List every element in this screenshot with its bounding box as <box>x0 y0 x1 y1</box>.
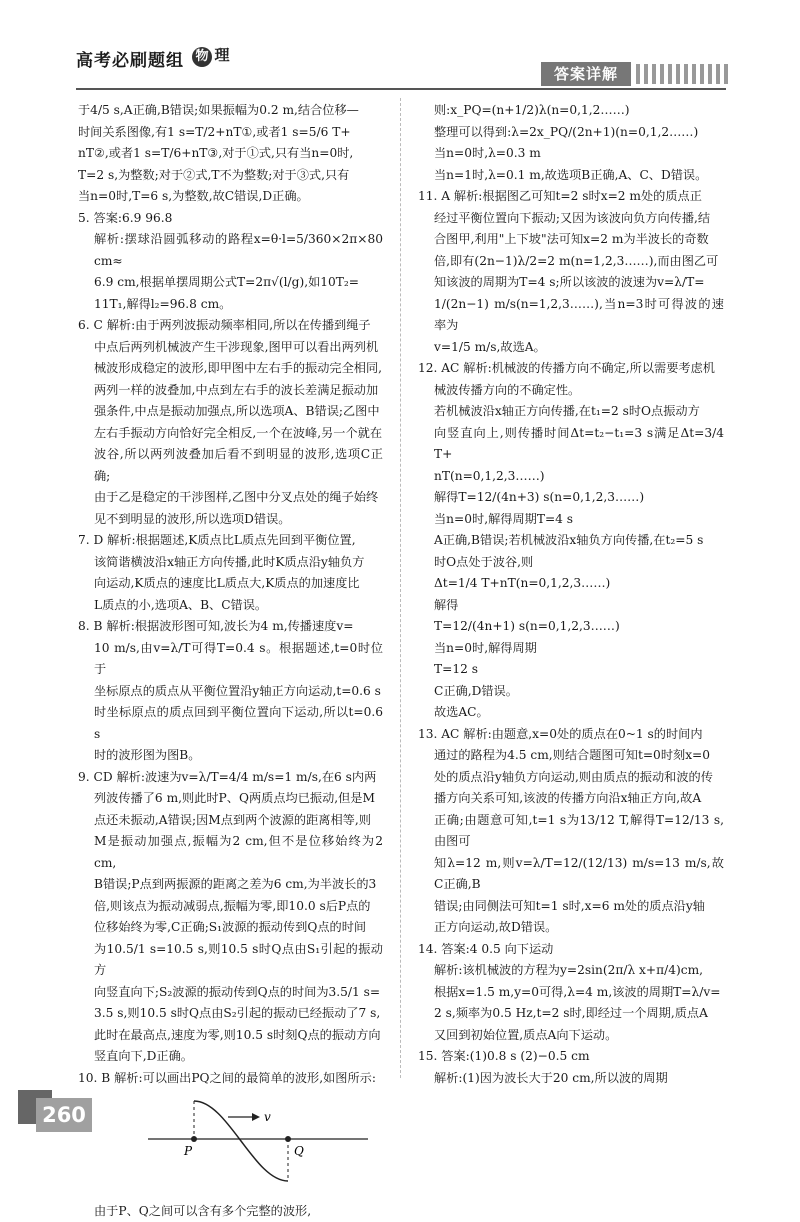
text-line: 列波传播了6 m,则此时P、Q两质点均已振动,但是M <box>78 788 383 810</box>
text-line: 倍,则该点为振动减弱点,振幅为零,即10.0 s后P点的 <box>78 896 383 918</box>
text-line: 7. D 解析:根据题述,K质点比L质点先回到平衡位置, <box>78 530 383 552</box>
text-line: 坐标原点的质点从平衡位置沿y轴正方向运动,t=0.6 s <box>78 681 383 703</box>
label-v: v <box>264 1110 271 1124</box>
text-line: 15. 答案:(1)0.8 s (2)−0.5 cm <box>418 1046 724 1068</box>
text-line: 1/(2n−1) m/s(n=1,2,3……),当n=3时可得波的速率为 <box>418 294 724 337</box>
text-line: 10. B 解析:可以画出PQ之间的最简单的波形,如图所示: <box>78 1068 383 1090</box>
text-line: 向竖直向下;S₂波源的振动传到Q点的时间为3.5/1 s= <box>78 982 383 1004</box>
text-line: nT②,或者1 s=T/6+nT③,对于①式,只有当n=0时, <box>78 143 383 165</box>
text-line: B错误;P点到两振源的距离之差为6 cm,为半波长的3 <box>78 874 383 896</box>
text-line: 故选AC。 <box>418 702 724 724</box>
text-line: 3.5 s,则10.5 s时Q点由S₂引起的振动已经振动了7 s, <box>78 1003 383 1025</box>
text-line: 9. CD 解析:波速为v=λ/T=4/4 m/s=1 m/s,在6 s内两 <box>78 767 383 789</box>
text-line: 知该波的周期为T=4 s;所以该波的波速为v=λ/T= <box>418 272 724 294</box>
label-p: P <box>183 1144 193 1158</box>
text-line: L质点的小,选项A、B、C错误。 <box>78 595 383 617</box>
text-line: 为10.5/1 s=10.5 s,则10.5 s时Q点由S₁引起的振动方 <box>78 939 383 982</box>
point-p <box>191 1136 197 1142</box>
text-line: v=1/5 m/s,故选A。 <box>418 337 724 359</box>
text-line: 强条件,中点是振动加强点,所以选项A、B错误;乙图中 <box>78 401 383 423</box>
text-line: 2 s,频率为0.5 Hz,t=2 s时,即经过一个周期,质点A <box>418 1003 724 1025</box>
book-title: 高考必刷题组 <box>76 46 184 71</box>
text-line: 该简谐横波沿x轴正方向传播,此时K质点沿y轴负方 <box>78 552 383 574</box>
text-line: T=12 s <box>418 659 724 681</box>
text-line: Δt=1/4 T+nT(n=0,1,2,3……) <box>418 573 724 595</box>
text-line: 错误;由同侧法可知t=1 s时,x=6 m处的质点沿y轴 <box>418 896 724 918</box>
text-line: 于4/5 s,A正确,B错误;如果振幅为0.2 m,结合位移— <box>78 100 383 122</box>
text-line: 时坐标原点的质点回到平衡位置向下运动,所以t=0.6 s <box>78 702 383 745</box>
text-line: C正确,D错误。 <box>418 681 724 703</box>
column-divider <box>400 98 401 1078</box>
text-line: 6. C 解析:由于两列波振动频率相同,所以在传播到绳子 <box>78 315 383 337</box>
text-line: 械波形成稳定的波形,即甲图中左右手的振动完全相同, <box>78 358 383 380</box>
text-line: 5. 答案:6.9 96.8 <box>78 208 383 230</box>
text-line: 位移始终为零,C正确;S₁波源的振动传到Q点的时间 <box>78 917 383 939</box>
text-line: 当n=0时,λ=0.3 m <box>418 143 724 165</box>
page-number: 260 <box>36 1098 92 1132</box>
header-rule <box>76 88 726 90</box>
text-line: 知λ=12 m,则v=λ/T=12/(12/13) m/s=13 m/s,故C正确,B <box>418 853 724 896</box>
text-line: 合图甲,利用"上下坡"法可知x=2 m为半波长的奇数 <box>418 229 724 251</box>
text-line: 时的波形图为图B。 <box>78 745 383 767</box>
text-line: 向运动,K质点的速度比L质点大,K质点的加速度比 <box>78 573 383 595</box>
text-line: 倍,即有(2n−1)λ/2=2 m(n=1,2,3……),而由图乙可 <box>418 251 724 273</box>
text-line: M是振动加强点,振幅为2 cm,但不是位移始终为2 cm, <box>78 831 383 874</box>
text-line: 通过的路程为4.5 cm,则结合题图可知t=0时刻x=0 <box>418 745 724 767</box>
text-line: 解析:该机械波的方程为y=2sin(2π/λ x+π/4)cm, <box>418 960 724 982</box>
text-line: 此时在最高点,速度为零,则10.5 s时刻Q点的振动方向 <box>78 1025 383 1047</box>
text-line: 当n=1时,λ=0.1 m,故选项B正确,A、C、D错误。 <box>418 165 724 187</box>
text-line: 当n=0时,解得周期 <box>418 638 724 660</box>
text-line: 10 m/s,由v=λ/T可得T=0.4 s。根据题述,t=0时位于 <box>78 638 383 681</box>
text-line: 解得 <box>418 595 724 617</box>
text-line: 11T₁,解得l₂=96.8 cm。 <box>78 294 383 316</box>
subject-label <box>192 45 232 67</box>
wave-figure <box>78 1093 383 1199</box>
text-line: 见不到明显的波形,所以选项D错误。 <box>78 509 383 531</box>
text-line: 正方向运动,故D错误。 <box>418 917 724 939</box>
text-line: 正确;由题意可知,t=1 s为13/12 T,解得T=12/13 s,由图可 <box>418 810 724 853</box>
text-line: T=2 s,为整数;对于②式,T不为整数;对于③式,只有 <box>78 165 383 187</box>
text-line: nT(n=0,1,2,3……) <box>418 466 724 488</box>
text-line: 时O点处于波谷,则 <box>418 552 724 574</box>
text-line: 整理可以得到:λ=2x_PQ/(2n+1)(n=0,1,2……) <box>418 122 724 144</box>
decorative-stripes <box>636 64 728 84</box>
text-line: 械波传播方向的不确定性。 <box>418 380 724 402</box>
text-line: 由于P、Q之间可以含有多个完整的波形, <box>78 1201 383 1222</box>
text-line: 左右手振动方向恰好完全相反,一个在波峰,另一个就在 <box>78 423 383 445</box>
text-line: 两列一样的波叠加,中点到左右手的波长差满足振动加 <box>78 380 383 402</box>
text-line: 12. AC 解析:机械波的传播方向不确定,所以需要考虑机 <box>418 358 724 380</box>
text-line: 解得T=12/(4n+3) s(n=0,1,2,3……) <box>418 487 724 509</box>
text-line: 解析:摆球沿圆弧移动的路程x=θ·l=5/360×2π×80 cm≈ <box>78 229 383 272</box>
text-line: 向竖直向上,则传播时间Δt=t₂−t₁=3 s满足Δt=3/4 T+ <box>418 423 724 466</box>
text-line: 6.9 cm,根据单摆周期公式T=2π√(l/g),如10T₂= <box>78 272 383 294</box>
text-line: 播方向关系可知,该波的传播方向沿x轴正方向,故A <box>418 788 724 810</box>
text-line: 竖直向下,D正确。 <box>78 1046 383 1068</box>
text-line: 解析:(1)因为波长大于20 cm,所以波的周期 <box>418 1068 724 1090</box>
text-line: 则:x_PQ=(n+1/2)λ(n=0,1,2……) <box>418 100 724 122</box>
wave-curve <box>194 1101 288 1181</box>
text-line: 又回到初始位置,质点A向下运动。 <box>418 1025 724 1047</box>
text-line: 13. AC 解析:由题意,x=0处的质点在0~1 s的时间内 <box>418 724 724 746</box>
text-line: 点还未振动,A错误;因M点到两个波源的距离相等,则 <box>78 810 383 832</box>
text-line: 由于乙是稳定的干涉图样,乙图中分叉点处的绳子始终 <box>78 487 383 509</box>
text-line: A正确,B错误;若机械波沿x轴负方向传播,在t₂=5 s <box>418 530 724 552</box>
text-line: 当n=0时,解得周期T=4 s <box>418 509 724 531</box>
label-q: Q <box>294 1144 304 1158</box>
text-line: 处的质点沿y轴负方向运动,则由质点的振动和波的传 <box>418 767 724 789</box>
page-header <box>0 0 800 95</box>
text-line: 8. B 解析:根据波形图可知,波长为4 m,传播速度v= <box>78 616 383 638</box>
wave-diagram <box>78 1093 378 1191</box>
text-line: 中点后两列机械波产生干涉现象,图甲可以看出两列机 <box>78 337 383 359</box>
text-line: 根据x=1.5 m,y=0可得,λ=4 m,该波的周期T=λ/v= <box>418 982 724 1004</box>
text-line: 14. 答案:4 0.5 向下运动 <box>418 939 724 961</box>
right-column <box>418 100 724 1089</box>
answer-banner: 答案详解 <box>541 62 631 86</box>
text-line: 经过平衡位置向下振动;又因为该波向负方向传播,结 <box>418 208 724 230</box>
subject-char-1: 物 <box>192 47 212 67</box>
point-q <box>285 1136 291 1142</box>
velocity-arrowhead <box>252 1113 260 1121</box>
text-line: T=12/(4n+1) s(n=0,1,2,3……) <box>418 616 724 638</box>
text-line: 时间关系图像,有1 s=T/2+nT①,或者1 s=5/6 T+ <box>78 122 383 144</box>
text-line: 若机械波沿x轴正方向传播,在t₁=2 s时O点振动方 <box>418 401 724 423</box>
left-column <box>78 100 383 1222</box>
text-line: 11. A 解析:根据图乙可知t=2 s时x=2 m处的质点正 <box>418 186 724 208</box>
subject-char-2: 理 <box>212 45 232 65</box>
text-line: 波谷,所以两列波叠加后看不到明显的波形,选项C正确; <box>78 444 383 487</box>
text-line: 当n=0时,T=6 s,为整数,故C错误,D正确。 <box>78 186 383 208</box>
